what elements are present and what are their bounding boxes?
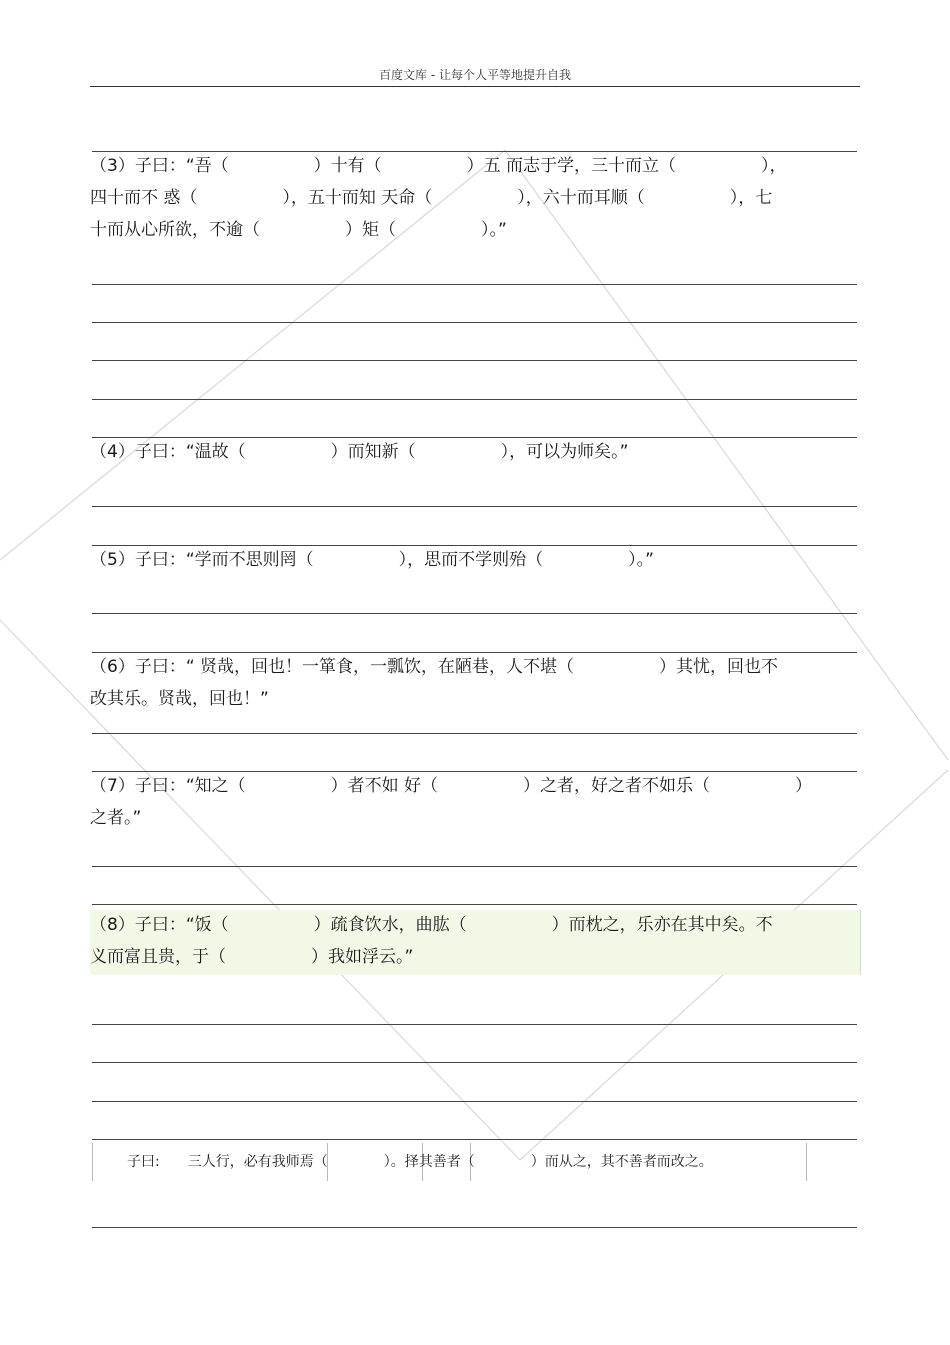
cell-divider	[92, 1143, 93, 1181]
question-6-line-1: （6）子曰：“ 贤哉，回也！一箪食，一瓢饮，在陋巷，人不堪（ ）其忧，回也不	[90, 657, 779, 677]
answer-line	[92, 1101, 857, 1102]
answer-line	[92, 1139, 857, 1140]
question-6-line-2: 改其乐。贤哉，回也！”	[90, 689, 269, 709]
question-8-line-2: 义而富且贵，于（ ）我如浮云。”	[90, 947, 414, 967]
answer-line	[92, 360, 857, 361]
question-7	[90, 770, 860, 834]
question-9-text: 子曰: 三人行，必有我师焉（ ）。择其善者（ ）而从之，其不善者而改之。	[127, 1154, 713, 1170]
header-divider	[90, 86, 860, 87]
answer-line	[92, 506, 857, 507]
question-6	[90, 651, 860, 715]
answer-line	[92, 866, 857, 867]
rule	[92, 904, 857, 905]
question-5-line-1: （5）子曰：“学而不思则罔（ ），思而不学则殆（ ）。”	[90, 550, 654, 570]
question-4	[90, 436, 860, 468]
answer-line	[92, 1062, 857, 1063]
question-3	[90, 150, 860, 246]
page-header: 百度文库 - 让每个人平等地提升自我	[379, 68, 571, 82]
cell-divider	[806, 1143, 807, 1181]
answer-line	[92, 1024, 857, 1025]
question-3-line-3: 十而从心所欲，不逾（ ）矩（ ）。”	[90, 220, 507, 240]
answer-line	[92, 322, 857, 323]
question-4-line-1: （4）子曰：“温故（ ）而知新（ ），可以为师矣。”	[90, 442, 629, 462]
question-5	[90, 544, 860, 576]
question-7-line-1: （7）子曰：“知之（ ）者不如 好（ ）之者，好之者不如乐（ ）	[90, 776, 813, 796]
answer-line	[92, 399, 857, 400]
question-9-row	[92, 1143, 807, 1181]
question-7-line-2: 之者。”	[90, 808, 142, 828]
answer-line	[92, 284, 857, 285]
question-8-line-1: （8）子曰：“饭（ ）疏食饮水，曲肱（ ）而枕之，乐亦在其中矣。不	[90, 915, 773, 935]
answer-line	[92, 1227, 857, 1228]
answer-line	[92, 613, 857, 614]
question-3-line-2: 四十而不 惑（ ），五十而知 天命（ ），六十而耳顺（ ），七	[90, 188, 773, 208]
answer-line	[92, 733, 857, 734]
question-3-line-1: （3）子曰：“吾（ ）十有（ ）五 而志于学，三十而立（ ），	[90, 156, 787, 176]
question-8	[90, 909, 860, 973]
